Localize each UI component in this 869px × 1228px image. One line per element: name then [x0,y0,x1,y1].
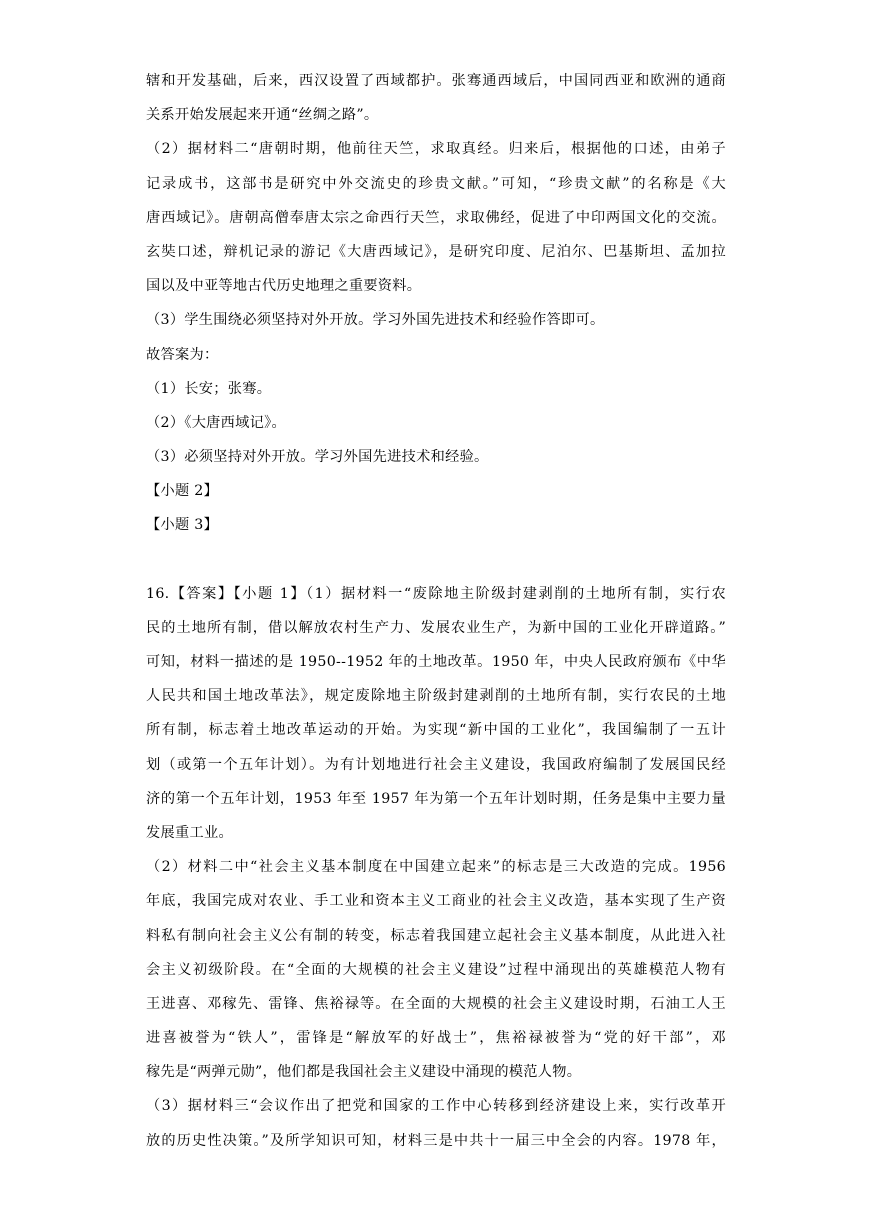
text-line: 进喜被誉为“铁人”，雷锋是“解放军的好战士”，焦裕禄被誉为“党的好干部”，邓 [146,1030,726,1047]
text-line: 国以及中亚等地古代历史地理之重要资料。 [146,278,422,295]
answer-item: （1）长安；张骞。 [146,380,272,397]
text-line: 料私有制向社会主义公有制的转变，标志着我国建立起社会主义基本制度，从此进入社 [146,927,726,944]
subquestion-label: 【小题 2】 [146,483,219,500]
text-line: 民的土地所有制，借以解放农村生产力、发展农业生产，为新中国的工业化开辟道路。” [146,619,726,636]
text-line: 辖和开发基础，后来，西汉设置了西域都护。张骞通西域后，中国同西亚和欧洲的通商 [146,73,726,89]
text-line: 人民共和国土地改革法》，规定废除地主阶级封建剥削的土地所有制，实行农民的土地 [146,688,726,705]
text-line: （3）据材料三“会议作出了把党和国家的工作中心转移到经济建设上来，实行改革开 [146,1098,726,1115]
answer-item: （2）《大唐西域记》。 [146,414,287,431]
text-line: 会主义初级阶段。在“全面的大规模的社会主义建设”过程中涌现出的英雄模范人物有 [146,961,726,978]
answer-item: （3）必须坚持对外开放。学习外国先进技术和经验。 [146,449,489,466]
answer-heading: 故答案为： [146,346,219,363]
text-line: 16.【答案】【小题 1】（1）据材料一“废除地主阶级封建剥削的土地所有制，实行农 [146,585,726,602]
answer-block-16 [146,577,726,1158]
text-line: 发展重工业。 [146,824,233,841]
answer-block-15-continued [146,64,726,543]
text-line: 划（或第一个五年计划）。为有计划地进行社会主义建设，我国政府编制了发展国民经 [146,756,726,773]
text-line: 记录成书，这部书是研究中外交流史的珍贵文献。”可知，“珍贵文献”的名称是《大 [146,175,726,192]
subquestion-label: 【小题 3】 [146,517,219,534]
text-line: 可知，材料一描述的是 1950--1952 年的土地改革。1950 年，中央人民政府颁布《中华 [146,654,726,670]
section-spacer [146,543,726,577]
text-line: （2）据材料二“唐朝时期，他前往天竺，求取真经。归来后，根据他的口述，由弟子 [146,141,726,158]
text-line: 济的第一个五年计划，1953 年至 1957 年为第一个五年计划时期，任务是集中主要力量 [146,790,726,807]
text-line: 关系开始发展起来开通“丝绸之路”。 [146,107,379,124]
text-line: 唐西域记》。唐朝高僧奉唐太宗之命西行天竺，求取佛经，促进了中印两国文化的交流。 [146,209,726,226]
text-line: （3）学生围绕必须坚持对外开放。学习外国先进技术和经验作答即可。 [146,312,605,329]
text-line: 王进喜、邓稼先、雷锋、焦裕禄等。在全面的大规模的社会主义建设时期，石油工人王 [146,995,726,1012]
text-line: 玄奘口述，辩机记录的游记《大唐西域记》，是研究印度、尼泊尔、巴基斯坦、孟加拉 [146,243,726,260]
document-page [146,64,726,1158]
text-line: 所有制，标志着土地改革运动的开始。为实现“新中国的工业化”，我国编制了一五计 [146,722,726,739]
text-line: 年底，我国完成对农业、手工业和资本主义工商业的社会主义改造，基本实现了生产资 [146,893,726,910]
text-line: （2）材料二中“社会主义基本制度在中国建立起来”的标志是三大改造的完成。1956 [146,859,726,876]
text-line: 放的历史性决策。”及所学知识可知，材料三是中共十一届三中全会的内容。1978 年， [146,1132,726,1149]
text-line: 稼先是“两弹元勋”，他们都是我国社会主义建设中涌现的模范人物。 [146,1064,582,1081]
